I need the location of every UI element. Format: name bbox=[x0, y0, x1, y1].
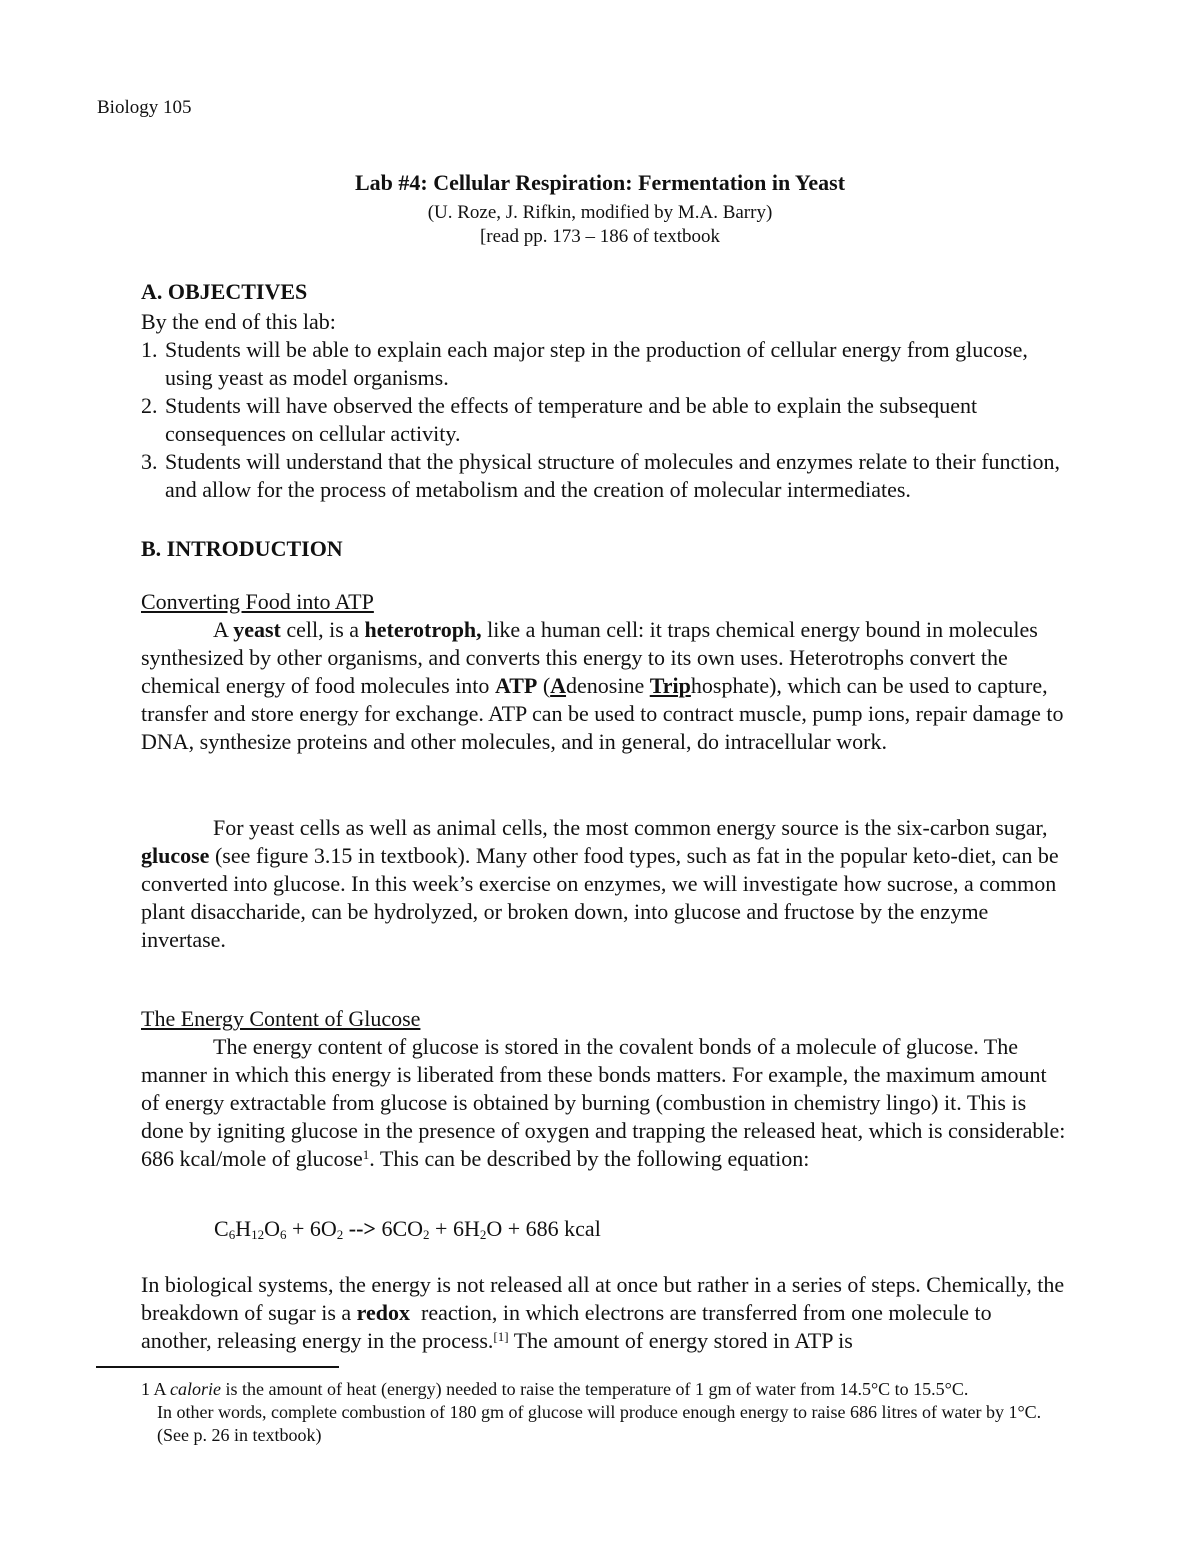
footnote-marker: 1 bbox=[362, 1147, 370, 1162]
paragraph-biological-systems: In biological systems, the energy is not released all at once but rather in a series of steps. Chemically, the breakdown of sugar is a redox reaction, in which electrons are transferred from one molecule to another, releasing energy in the process.[1] The amount of energy stored in ATP is bbox=[141, 1272, 1065, 1353]
objective-item bbox=[141, 392, 1066, 448]
reading-assignment: [read pp. 173 – 186 of textbook bbox=[479, 226, 721, 247]
objective-number: 1. bbox=[141, 337, 158, 362]
objective-item bbox=[141, 448, 1066, 504]
footnote-separator bbox=[96, 1366, 339, 1368]
objectives-heading: A. OBJECTIVES bbox=[141, 279, 308, 304]
objective-text: Students will be able to explain each major step in the production of cellular energy from glucose, using yeast as model organisms. bbox=[165, 337, 1028, 390]
objective-text: Students will understand that the physical structure of molecules and enzymes relate to their function, and allow for the process of metabolism and the creation of molecular intermediates. bbox=[165, 449, 1061, 502]
footnote: 1 A calorie is the amount of heat (energy) needed to raise the temperature of 1 gm of water from 14.5°C to 15.5°C. In other words, complete combustion of 180 gm of glucose will produce enough energy to raise 686 litres of water by 1°C. (See p. 26 in textbook) bbox=[141, 1379, 1042, 1445]
subheading-converting-food: Converting Food into ATP bbox=[141, 589, 374, 614]
lab-title: Lab #4: Cellular Respiration: Fermentation in Yeast bbox=[354, 170, 846, 195]
reaction-arrow: --> bbox=[343, 1216, 382, 1241]
introduction-heading: B. INTRODUCTION bbox=[141, 536, 343, 561]
reference-marker: [1] bbox=[493, 1329, 509, 1344]
combustion-equation: $C_6H_{12}O_6 + 6O_2$ --> $6CO_2 + 6H_2O + 686$ kcal bbox=[214, 1216, 601, 1242]
objective-number: 3. bbox=[141, 449, 158, 474]
paragraph-glucose-source: For yeast cells as well as animal cells, the most common energy source is the six-carbon sugar, glucose (see figure 3.15 in textbook). Many other food types, such as fat in the popular keto-diet, can be converted into glucose. In this week’s exercise on enzymes, we will investigate how sucrose, a common plant disaccharide, can be hydrolyzed, or broken down, into glucose and fructose by the enzyme invertase. bbox=[141, 815, 1059, 952]
paragraph-heterotroph: A yeast cell, is a heterotroph, like a human cell: it traps chemical energy bound in molecules synthesized by other organisms, and converts this energy to its own uses. Heterotrophs convert the chemical energy of food molecules into ATP (Adenosine Triphosphate), which can be used to capture, transfer and store energy for exchange. ATP can be used to contract muscle, pump ions, repair damage to DNA, synthesize proteins and other molecules, and in general, do intracellular work. bbox=[141, 617, 1064, 754]
subheading-energy-content: The Energy Content of Glucose bbox=[141, 1006, 421, 1031]
objective-text: Students will have observed the effects of temperature and be able to explain the subsequent consequences on cellular activity. bbox=[165, 393, 978, 446]
objective-item bbox=[141, 336, 1066, 392]
paragraph-energy-content: The energy content of glucose is stored in the covalent bonds of a molecule of glucose. The manner in which this energy is liberated from these bonds matters. For example, the maximum amount of energy extractable from glucose is obtained by burning (combustion in chemistry lingo) it. This is done by igniting glucose in the presence of oxygen and trapping the released heat, which is considerable: 686 kcal/mole of glucose$^1$. This can be described by the following equation: bbox=[141, 1034, 1066, 1171]
objective-number: 2. bbox=[141, 393, 158, 418]
lab-authors: (U. Roze, J. Rifkin, modified by M.A. Barry) bbox=[427, 202, 773, 223]
objectives-intro: By the end of this lab: bbox=[141, 309, 336, 334]
objectives-list bbox=[141, 336, 1066, 504]
course-label: Biology 105 bbox=[97, 97, 192, 118]
